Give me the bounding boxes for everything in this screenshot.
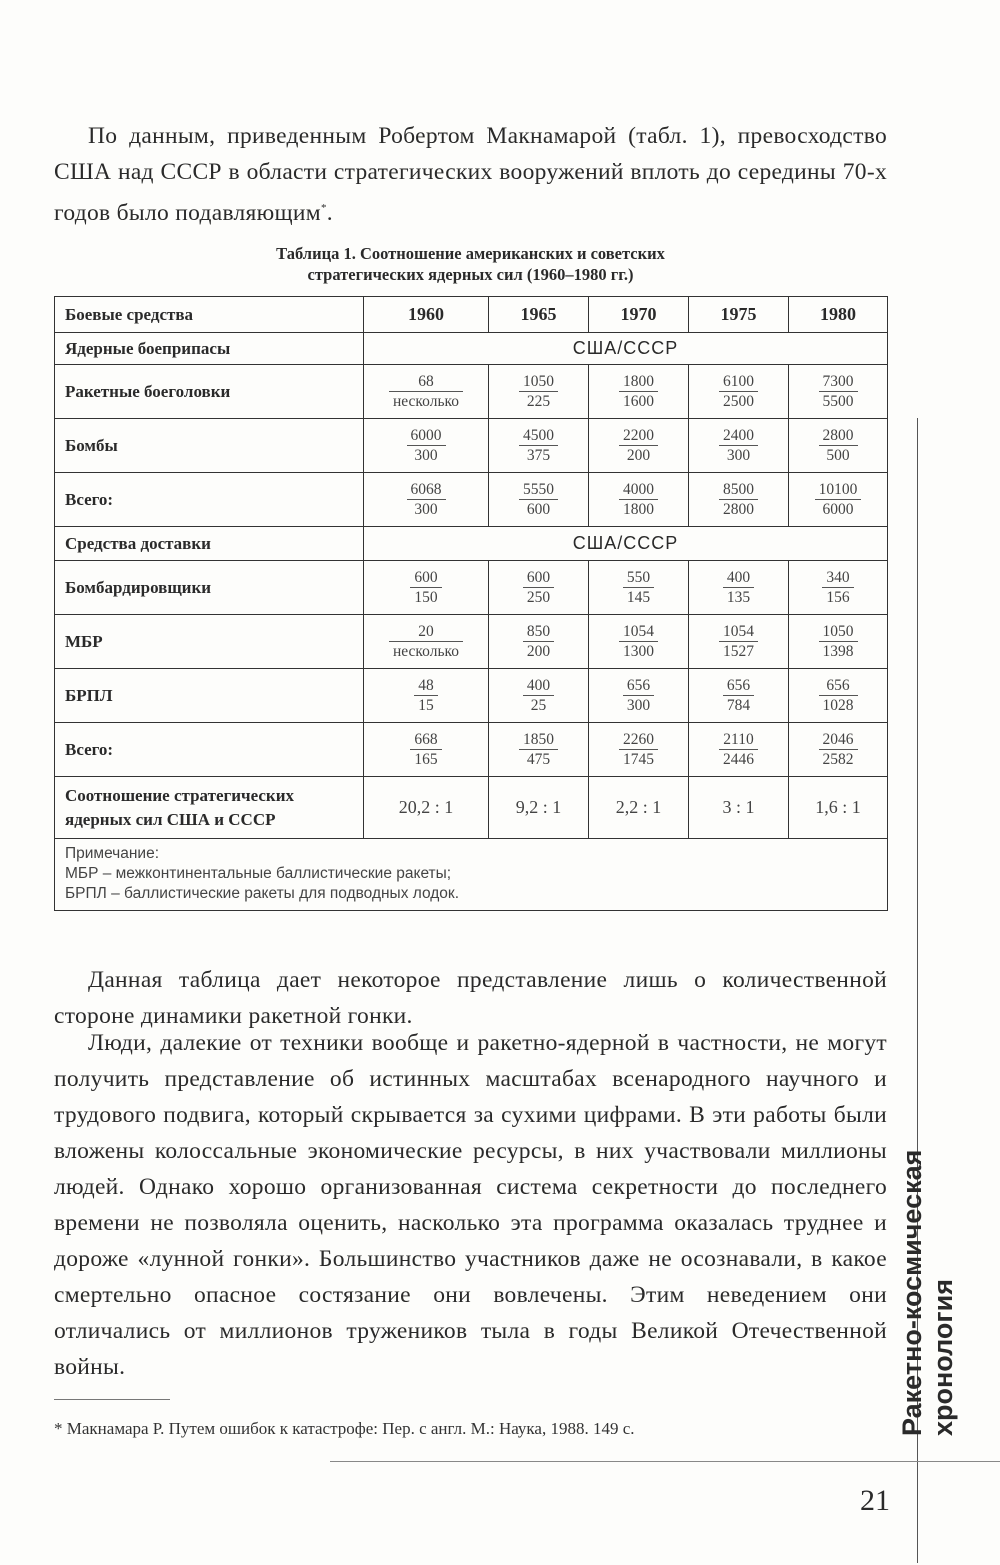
ussr-value: 300	[414, 447, 438, 464]
value-cell	[489, 561, 589, 615]
ussr-value: 300	[414, 501, 438, 518]
section-row-ammo	[55, 333, 888, 365]
ussr-value: 135	[726, 589, 751, 606]
value-cell	[364, 615, 489, 669]
table-caption-line-1: Таблица 1. Соотношение американских и советских	[276, 244, 665, 263]
year-1980: 1980	[789, 297, 888, 333]
fraction	[519, 426, 558, 465]
table-caption-line-2: стратегических ядерных сил (1960–1980 гг.)	[307, 265, 634, 284]
table-row	[55, 615, 888, 669]
us-value: 20	[389, 622, 463, 642]
us-value: 340	[822, 568, 853, 588]
value-cell	[689, 615, 789, 669]
row-label: БРПЛ	[55, 669, 364, 723]
value-cell	[589, 615, 689, 669]
section-span-ammo: США/СССР	[364, 333, 888, 365]
table-row	[55, 365, 888, 419]
value-cell	[789, 473, 888, 527]
table-caption	[54, 243, 887, 285]
row-label: Бомбардировщики	[55, 561, 364, 615]
us-value: 2400	[719, 426, 758, 446]
value-cell	[589, 723, 689, 777]
ussr-value: 2582	[822, 751, 854, 768]
header-label: Боевые средства	[55, 297, 364, 333]
ussr-value: 1800	[623, 501, 654, 518]
ussr-value: несколько	[392, 393, 460, 410]
us-value: 1800	[619, 372, 658, 392]
value-cell	[789, 365, 888, 419]
paragraph-intro-end: .	[326, 199, 333, 226]
value-cell	[589, 561, 689, 615]
year-1965: 1965	[489, 297, 589, 333]
table-header-row	[55, 297, 888, 333]
ussr-value: 300	[626, 697, 651, 714]
ussr-value: 6000	[822, 501, 854, 518]
ussr-value: 375	[526, 447, 551, 464]
value-cell	[789, 419, 888, 473]
value-cell	[364, 723, 489, 777]
fraction	[819, 676, 858, 715]
ussr-value: несколько	[392, 643, 460, 660]
us-value: 6000	[407, 426, 446, 446]
us-value: 656	[623, 676, 654, 696]
value-cell	[589, 419, 689, 473]
ratio-1970: 2,2 : 1	[589, 777, 689, 839]
value-cell	[689, 473, 789, 527]
section-label-ammo: Ядерные боеприпасы	[55, 333, 364, 365]
value-cell	[689, 723, 789, 777]
us-value: 550	[623, 568, 654, 588]
fraction	[619, 622, 658, 661]
ratio-1965: 9,2 : 1	[489, 777, 589, 839]
ussr-value: 300	[726, 447, 751, 464]
fraction	[719, 480, 758, 519]
ussr-value: 5500	[822, 393, 854, 410]
value-cell	[364, 669, 489, 723]
us-value: 2260	[619, 730, 658, 750]
ussr-value: 150	[414, 589, 438, 606]
value-cell	[589, 473, 689, 527]
us-value: 656	[723, 676, 754, 696]
table-row	[55, 473, 888, 527]
us-value: 400	[523, 676, 554, 696]
fraction	[410, 730, 441, 769]
footnote-rule	[54, 1399, 170, 1400]
fraction	[619, 426, 658, 465]
ussr-value: 1600	[623, 393, 654, 410]
ussr-value: 500	[826, 447, 850, 464]
value-cell	[689, 419, 789, 473]
value-cell	[789, 615, 888, 669]
us-value: 1054	[619, 622, 658, 642]
value-cell	[364, 561, 489, 615]
ussr-value: 1745	[623, 751, 654, 768]
ratio-label	[55, 777, 364, 839]
fraction	[619, 730, 658, 769]
paragraph-intro	[54, 118, 887, 231]
ratio-1960: 20,2 : 1	[364, 777, 489, 839]
section-row-delivery	[55, 527, 888, 561]
us-value: 1054	[719, 622, 758, 642]
row-label: МБР	[55, 615, 364, 669]
ussr-value: 250	[526, 589, 551, 606]
ussr-value: 2500	[723, 393, 754, 410]
value-cell	[489, 473, 589, 527]
fraction	[815, 480, 862, 519]
ussr-value: 600	[526, 501, 551, 518]
value-cell	[364, 419, 489, 473]
fraction	[523, 622, 554, 661]
note-row	[55, 839, 888, 911]
paragraph-table-comment: Данная таблица дает некоторое представление лишь о количественной стороне динамики ракетной гонки.	[54, 967, 887, 1029]
year-1970: 1970	[589, 297, 689, 333]
fraction	[623, 568, 654, 607]
ussr-value: 2800	[723, 501, 754, 518]
fraction	[389, 372, 463, 411]
value-cell	[589, 669, 689, 723]
us-value: 6068	[407, 480, 446, 500]
fraction	[619, 480, 658, 519]
table-row	[55, 561, 888, 615]
us-value: 4000	[619, 480, 658, 500]
ratio-label-line-2: ядерных сил США и СССР	[65, 809, 276, 829]
fraction	[389, 622, 463, 661]
us-value: 2110	[719, 730, 758, 750]
value-cell	[489, 615, 589, 669]
us-value: 8500	[719, 480, 758, 500]
us-value: 600	[523, 568, 554, 588]
fraction	[407, 480, 446, 519]
ussr-value: 1028	[822, 697, 854, 714]
fraction	[819, 730, 858, 769]
value-cell	[489, 365, 589, 419]
year-1960: 1960	[364, 297, 489, 333]
ussr-value: 475	[526, 751, 551, 768]
us-value: 850	[523, 622, 554, 642]
table-row	[55, 419, 888, 473]
page-number: 21	[860, 1484, 890, 1517]
value-cell	[589, 365, 689, 419]
ussr-value: 1398	[822, 643, 854, 660]
fraction	[623, 676, 654, 715]
ussr-value: 25	[530, 697, 547, 714]
us-value: 1850	[519, 730, 558, 750]
us-value: 400	[723, 568, 754, 588]
value-cell	[789, 561, 888, 615]
note-title: Примечание:	[65, 845, 160, 862]
fraction	[819, 372, 858, 411]
value-cell	[789, 723, 888, 777]
fraction	[719, 372, 758, 411]
us-value: 5550	[519, 480, 558, 500]
fraction	[519, 372, 558, 411]
value-cell	[364, 365, 489, 419]
table-row	[55, 723, 888, 777]
note-line-1: МБР – межконтинентальные баллистические ракеты;	[65, 865, 452, 882]
ussr-value: 225	[526, 393, 551, 410]
us-value: 4500	[519, 426, 558, 446]
ussr-value: 165	[414, 751, 438, 768]
us-value: 7300	[819, 372, 858, 392]
us-value: 48	[414, 676, 438, 696]
us-value: 6100	[719, 372, 758, 392]
us-value: 668	[410, 730, 441, 750]
ratio-1975: 3 : 1	[689, 777, 789, 839]
fraction	[819, 426, 858, 465]
fraction	[619, 372, 658, 411]
value-cell	[489, 669, 589, 723]
fraction	[819, 622, 858, 661]
ussr-value: 1300	[623, 643, 654, 660]
row-label: Бомбы	[55, 419, 364, 473]
paragraph-intro-text: По данным, приведенным Робертом Макнамарой (табл. 1), превосходство США над СССР в области стратегических вооружений вплоть до середины 70-х годов было подавляющим	[54, 123, 887, 226]
value-cell	[689, 561, 789, 615]
ratio-label-line-1: Соотношение стратегических	[65, 785, 294, 805]
section-span-delivery: США/СССР	[364, 527, 888, 561]
value-cell	[789, 669, 888, 723]
us-value: 2046	[819, 730, 858, 750]
fraction	[519, 730, 558, 769]
value-cell	[689, 365, 789, 419]
forces-table	[54, 296, 888, 911]
us-value: 1050	[519, 372, 558, 392]
fraction	[719, 730, 758, 769]
ussr-value: 1527	[723, 643, 754, 660]
fraction	[723, 568, 754, 607]
us-value: 10100	[815, 480, 862, 500]
value-cell	[489, 419, 589, 473]
sidebar-title: Ракетно-космическая хронология	[897, 1149, 958, 1436]
ussr-value: 145	[626, 589, 651, 606]
footnote: * Макнамара Р. Путем ошибок к катастрофе: Пер. с англ. М.: Наука, 1988. 149 с.	[54, 1419, 635, 1438]
ussr-value: 200	[526, 643, 551, 660]
ussr-value: 15	[418, 697, 434, 714]
ussr-value: 2446	[723, 751, 754, 768]
us-value: 656	[819, 676, 858, 696]
fraction	[822, 568, 853, 607]
fraction	[410, 568, 441, 607]
us-value: 600	[410, 568, 441, 588]
row-label: Всего:	[55, 473, 364, 527]
footnote-marker[interactable]: *	[320, 202, 327, 214]
ussr-value: 156	[826, 589, 850, 606]
us-value: 2200	[619, 426, 658, 446]
table-note	[55, 839, 888, 911]
bottom-rule	[330, 1461, 1000, 1462]
fraction	[719, 426, 758, 465]
value-cell	[489, 723, 589, 777]
fraction	[414, 676, 438, 715]
year-1975: 1975	[689, 297, 789, 333]
table-row	[55, 669, 888, 723]
value-cell	[689, 669, 789, 723]
fraction	[519, 480, 558, 519]
ratio-1980: 1,6 : 1	[789, 777, 888, 839]
us-value: 68	[389, 372, 463, 392]
fraction	[719, 622, 758, 661]
fraction	[723, 676, 754, 715]
ratio-row	[55, 777, 888, 839]
value-cell	[364, 473, 489, 527]
ussr-value: 784	[726, 697, 751, 714]
us-value: 1050	[819, 622, 858, 642]
section-label-delivery: Средства доставки	[55, 527, 364, 561]
fraction	[407, 426, 446, 465]
paragraph-main: Люди, далекие от техники вообще и ракетно-ядерной в частности, не могут получить представление об истинных масштабах всенародного научного и трудового подвига, который скрывается за сухими цифрами. В эти работы были вложены колоссальные экономические ресурсы, в них участвовали миллионы людей. Однако хорошо организованная система секретности до последнего времени не позволяла оценить, насколько эта программа оказалась труднее и дороже «лунной гонки». Большинство участников даже не осознавали, в какое смертельно опасное состязание они вовлечены. Этим неведением они отличались от миллионов тружеников тыла в годы Великой Отечественной войны.	[54, 1030, 887, 1380]
us-value: 2800	[819, 426, 858, 446]
note-line-2: БРПЛ – баллистические ракеты для подводных лодок.	[65, 885, 460, 902]
ussr-value: 200	[626, 447, 651, 464]
fraction	[523, 676, 554, 715]
row-label: Ракетные боеголовки	[55, 365, 364, 419]
row-label: Всего:	[55, 723, 364, 777]
fraction	[523, 568, 554, 607]
